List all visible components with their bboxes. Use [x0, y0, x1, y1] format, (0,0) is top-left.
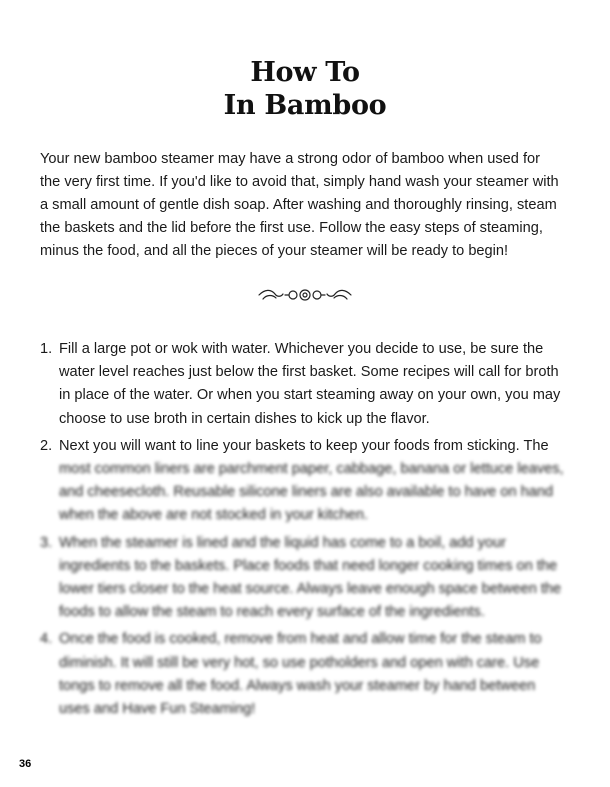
intro-paragraph: Your new bamboo steamer may have a strong odor of bamboo when used for the very first time. If you'd like to avoid that, simply hand wash your steamer with a small amount of gentle dish soap. After washing and thoroughly rinsing, steam the baskets and the lid before the first use. Follow the easy steps of steaming, minus the food, and all the pieces of your steamer will be ready to begin! [40, 151, 559, 259]
title-line-2: In Bamboo [223, 90, 387, 122]
step-number: 2. [40, 437, 53, 454]
steps-list [40, 338, 566, 725]
list-item [40, 532, 566, 625]
title-line-1: How To [250, 57, 360, 89]
list-item [40, 435, 566, 528]
step-text-blurred: most common liners are parchment paper, cabbage, banana or lettuce leaves, and cheesecloth. Reusable silicone liners are also available to have on hand when the above are not stocked in your kitchen. [59, 461, 564, 524]
step-text: When the steamer is lined and the liquid has come to a boil, add your ingredients to the baskets. Place foods that need longer cooking times on the lower tiers closer to the heat source. Always leave enough space between the foods to allow the steam to reach every surface of the ingredients. [59, 534, 562, 621]
step-number: 1. [40, 341, 53, 357]
list-item [40, 338, 566, 431]
ornament-divider-icon [255, 286, 355, 304]
step-number: 3. [40, 534, 53, 551]
step-text: Next you will want to line your baskets to keep your foods from sticking. The [59, 437, 549, 454]
step-text: Once the food is cooked, remove from heat and allow time for the steam to diminish. It will still be very hot, so use potholders and open with care. Use tongs to remove all the food. Always wash your steamer by hand between uses and Have Fun Steaming! [59, 631, 542, 718]
step-text: Fill a large pot or wok with water. Whichever you decide to use, be sure the water level reaches just below the first basket. Some recipes will call for broth in place of the water. Or when you start steaming away on your own, you may choose to use broth in certain dishes to kick up the flavor. [59, 341, 561, 427]
step-number: 4. [40, 631, 53, 648]
page-title [0, 56, 610, 122]
list-item [40, 628, 566, 721]
page-number: 36 [19, 758, 32, 770]
